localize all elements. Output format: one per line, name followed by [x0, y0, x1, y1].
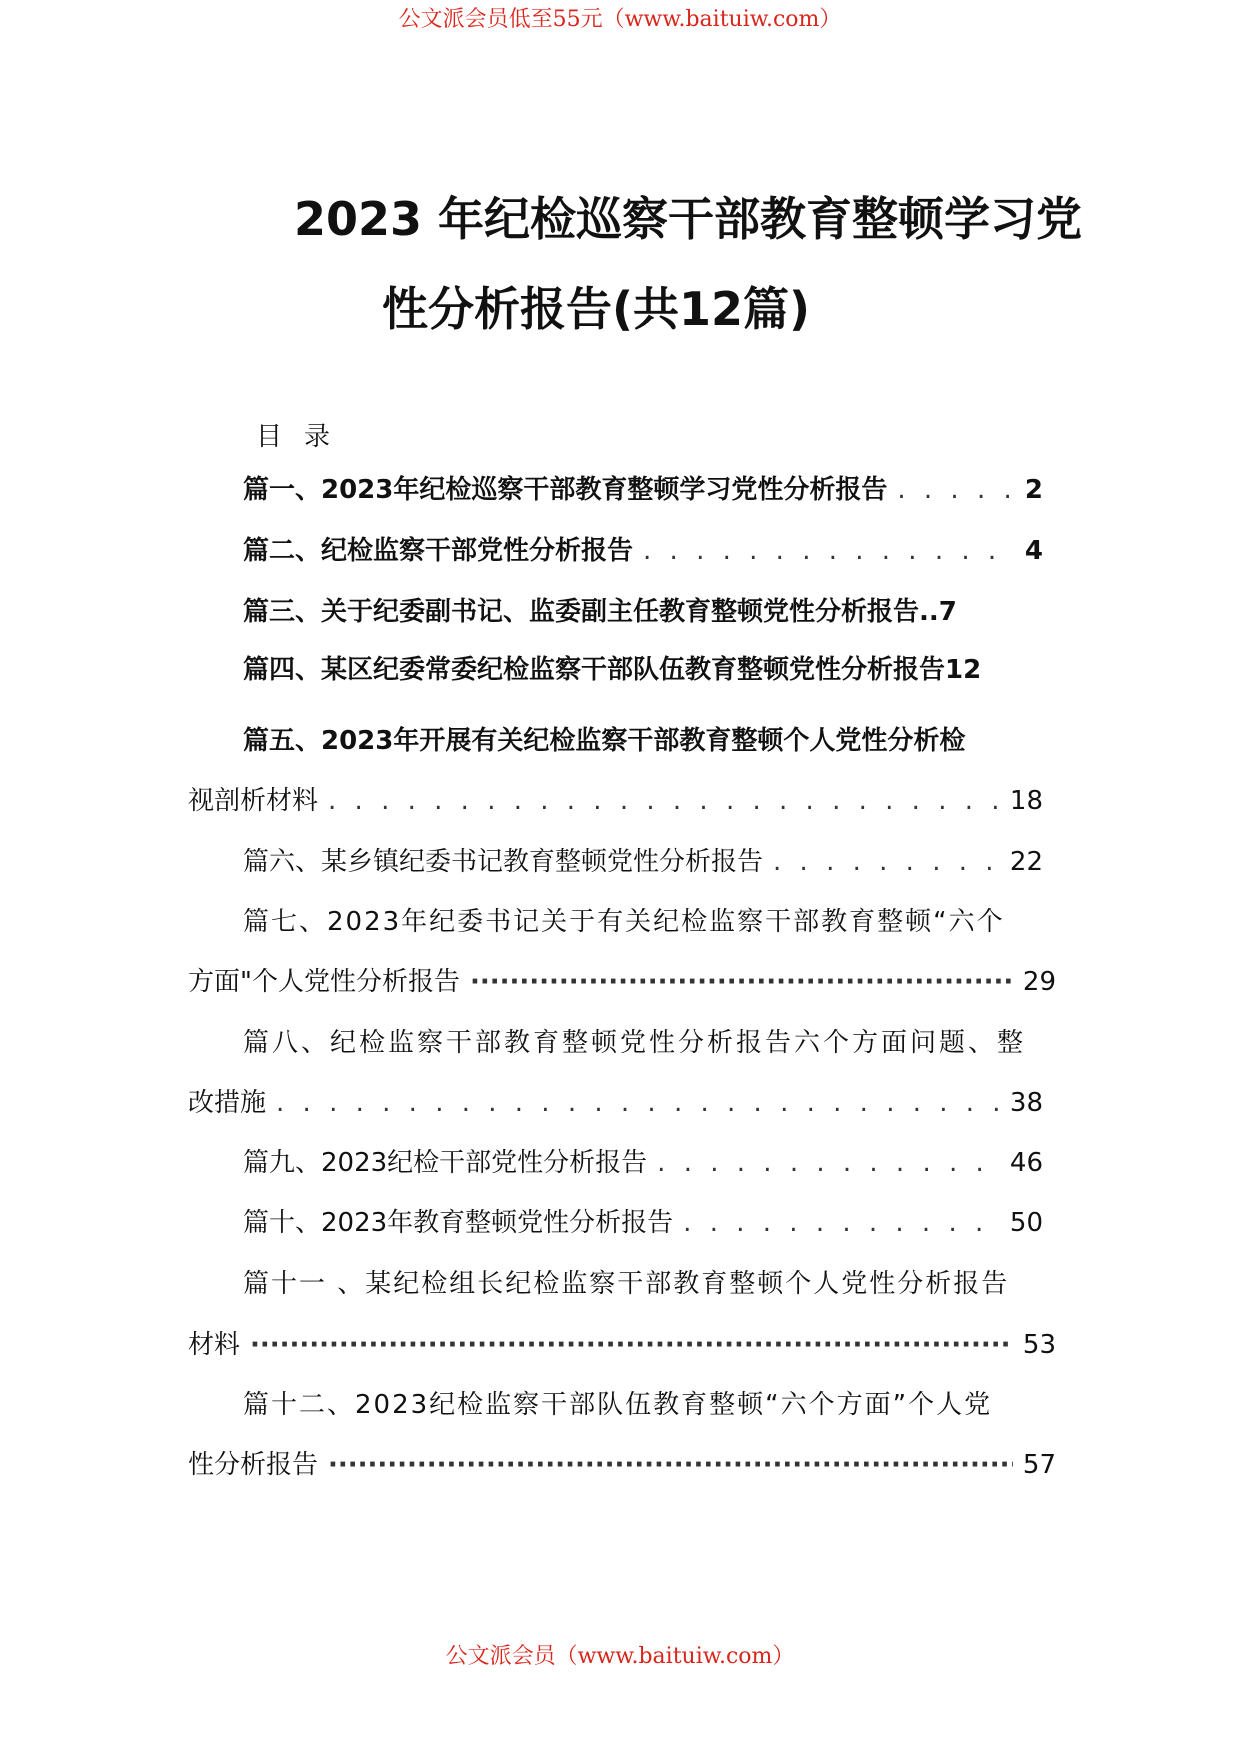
toc-entry-page: 2 [1024, 475, 1043, 505]
toc-entry-9[interactable] [243, 1143, 1043, 1183]
toc-leader-dots [773, 842, 1000, 882]
toc-entry-page: 38 [1009, 1088, 1043, 1118]
toc-entry-page: 53 [1022, 1330, 1056, 1360]
toc-entry-11[interactable] [188, 1325, 1056, 1365]
toc-entry-label: 改措施 [188, 1088, 267, 1118]
toc-entry-label: 篇一、2023年纪检巡察干部教育整顿学习党性分析报告 [243, 475, 888, 505]
toc-entry-page: 4 [1024, 536, 1043, 566]
toc-leader-dots [470, 962, 1013, 1002]
toc-entry-6[interactable] [243, 842, 1043, 882]
toc-entry-label: 篇九、2023纪检干部党性分析报告 [243, 1148, 648, 1178]
toc-entry-page: 46 [1009, 1148, 1043, 1178]
toc-entry-12-line-1[interactable]: 篇十二、2023纪检监察干部队伍教育整顿“六个方面”个人党 [243, 1390, 993, 1420]
toc-leader-dots [897, 470, 1015, 510]
toc-entry-page: 50 [1009, 1208, 1043, 1238]
header-watermark-banner: 公文派会员低至55元（www.baituiw.com） [398, 7, 842, 32]
toc-entry-label: 篇二、纪检监察干部党性分析报告 [243, 536, 634, 566]
toc-entry-label: 视剖析材料 [188, 786, 319, 816]
toc-entry-4[interactable]: 篇四、某区纪委常委纪检监察干部队伍教育整顿党性分析报告12 [243, 655, 982, 685]
toc-entry-5-line-1[interactable]: 篇五、2023年开展有关纪检监察干部教育整顿个人党性分析检 [243, 726, 966, 756]
toc-leader-dots [276, 1083, 1000, 1123]
toc-entry-12[interactable] [188, 1445, 1056, 1485]
toc-leader-dots [657, 1143, 1000, 1183]
toc-entry-label: 材料 [188, 1330, 241, 1360]
toc-entry-7-line-1[interactable]: 篇七、2023年纪委书记关于有关纪检监察干部教育整顿“六个 [243, 907, 1005, 937]
toc-entry-7[interactable] [188, 962, 1056, 1002]
toc-entry-page: 57 [1022, 1450, 1056, 1480]
toc-leader-dots [328, 781, 1000, 821]
toc-entry-label: 性分析报告 [188, 1450, 319, 1480]
toc-entry-11-line-1[interactable]: 篇十一 、某纪检组长纪检监察干部教育整顿个人党性分析报告 [243, 1269, 1010, 1299]
toc-entry-label: 篇十、2023年教育整顿党性分析报告 [243, 1208, 674, 1238]
toc-entry-10[interactable] [243, 1203, 1043, 1243]
toc-entry-page: 22 [1009, 847, 1043, 877]
toc-entry-page: 18 [1009, 786, 1043, 816]
document-title-line-2: 性分析报告(共12篇) [382, 282, 811, 336]
toc-entry-2[interactable] [243, 531, 1043, 571]
document-title-line-1: 2023 年纪检巡察干部教育整顿学习党 [294, 192, 1083, 246]
toc-heading: 目录 [256, 422, 353, 452]
toc-leader-dots [643, 531, 1015, 571]
toc-entry-label: 方面"个人党性分析报告 [188, 967, 460, 997]
toc-leader-dots [683, 1203, 1000, 1243]
toc-entry-page: 29 [1022, 967, 1056, 997]
toc-entry-1[interactable] [243, 470, 1043, 510]
footer-watermark-banner: 公文派会员（www.baituiw.com） [445, 1644, 795, 1669]
toc-entry-label: 篇六、某乡镇纪委书记教育整顿党性分析报告 [243, 847, 764, 877]
toc-entry-5[interactable] [188, 781, 1043, 821]
toc-entry-3[interactable]: 篇三、关于纪委副书记、监委副主任教育整顿党性分析报告..7 [243, 597, 957, 627]
toc-leader-dots [328, 1445, 1013, 1485]
toc-leader-dots [250, 1325, 1013, 1365]
toc-entry-8[interactable] [188, 1083, 1043, 1123]
toc-entry-8-line-1[interactable]: 篇八、纪检监察干部教育整顿党性分析报告六个方面问题、整 [243, 1028, 1027, 1058]
